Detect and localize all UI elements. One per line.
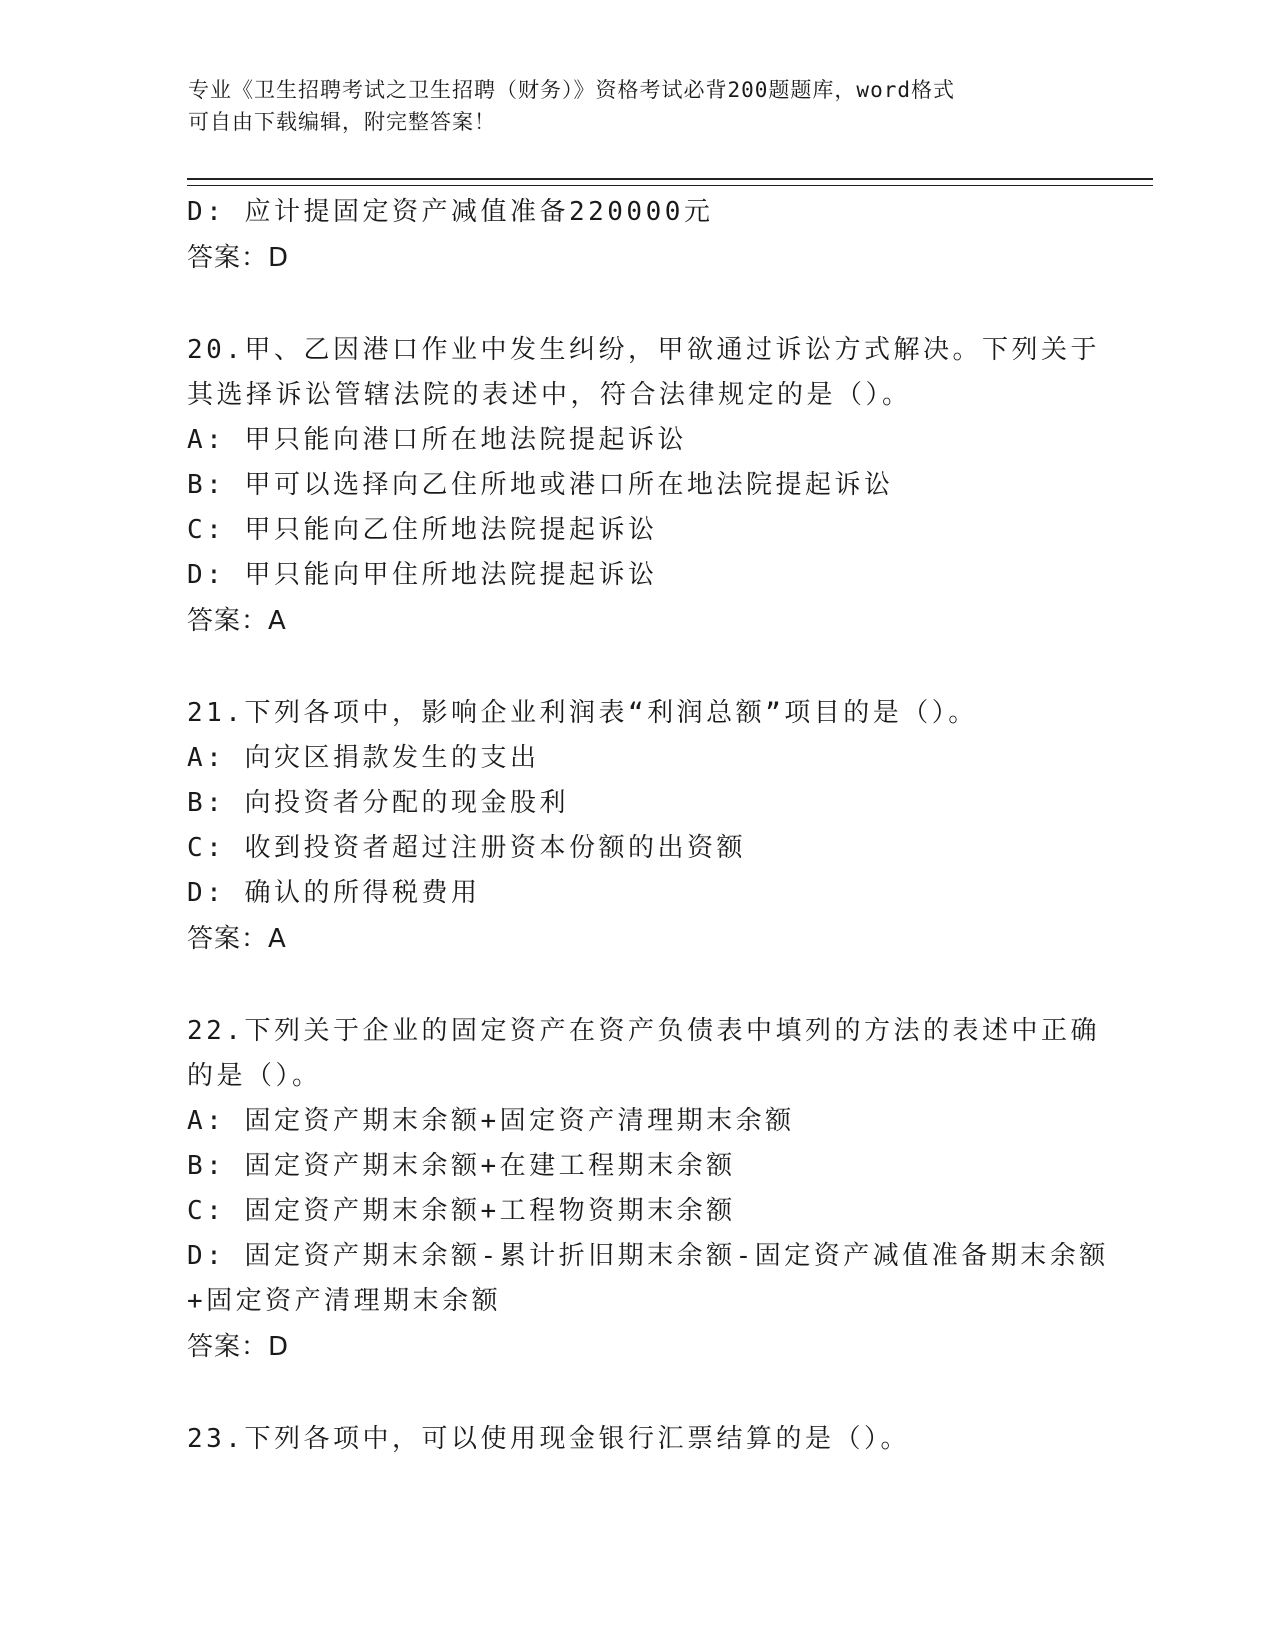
option-line: A: 甲只能向港口所在地法院提起诉讼 xyxy=(187,425,687,455)
answer-line: 答案：A xyxy=(187,924,287,954)
question-stem: 的是（）。 xyxy=(187,1061,322,1091)
option-line: D: 确认的所得税费用 xyxy=(187,878,481,908)
option-line: D: 固定资产期末余额-累计折旧期末余额-固定资产减值准备期末余额 xyxy=(187,1241,1109,1271)
page-header xyxy=(188,74,1068,138)
answer-line: 答案：A xyxy=(187,606,287,636)
question-block xyxy=(187,691,1087,963)
header-line-1: 专业《卫生招聘考试之卫生招聘（财务）》资格考试必背200题题库，word格式 xyxy=(188,78,955,102)
question-block xyxy=(187,328,1100,645)
option-line: B: 甲可以选择向乙住所地或港口所在地法院提起诉讼 xyxy=(187,470,894,500)
question-stem: 22.下列关于企业的固定资产在资产负债表中填列的方法的表述中正确 xyxy=(187,1016,1100,1046)
question-block xyxy=(187,1417,1087,1462)
option-line: D: 甲只能向甲住所地法院提起诉讼 xyxy=(187,560,658,590)
question-stem: 其选择诉讼管辖法院的表述中，符合法律规定的是（）。 xyxy=(187,380,912,410)
option-line: A: 向灾区捐款发生的支出 xyxy=(187,743,540,773)
answer-line: 答案：D xyxy=(187,243,290,273)
question-block xyxy=(187,190,1087,282)
option-line: C: 收到投资者超过注册资本份额的出资额 xyxy=(187,833,746,863)
option-line: A: 固定资产期末余额+固定资产清理期末余额 xyxy=(187,1106,795,1136)
option-line: D: 应计提固定资产减值准备220000元 xyxy=(187,197,714,227)
option-line: +固定资产清理期末余额 xyxy=(187,1286,502,1316)
option-line: B: 向投资者分配的现金股利 xyxy=(187,788,569,818)
question-stem: 20.甲、乙因港口作业中发生纠纷，甲欲通过诉讼方式解决。下列关于 xyxy=(187,335,1100,365)
header-line-2: 可自由下载编辑，附完整答案！ xyxy=(188,110,496,134)
answer-line: 答案：D xyxy=(187,1332,290,1362)
document-body xyxy=(187,190,1109,1462)
header-divider xyxy=(187,178,1153,186)
option-line: C: 固定资产期末余额+工程物资期末余额 xyxy=(187,1196,736,1226)
option-line: B: 固定资产期末余额+在建工程期末余额 xyxy=(187,1151,736,1181)
question-stem: 23.下列各项中，可以使用现金银行汇票结算的是（）。 xyxy=(187,1424,910,1454)
question-stem: 21.下列各项中，影响企业利润表“利润总额”项目的是（）。 xyxy=(187,698,978,728)
option-line: C: 甲只能向乙住所地法院提起诉讼 xyxy=(187,515,658,545)
question-block xyxy=(187,1009,1109,1371)
